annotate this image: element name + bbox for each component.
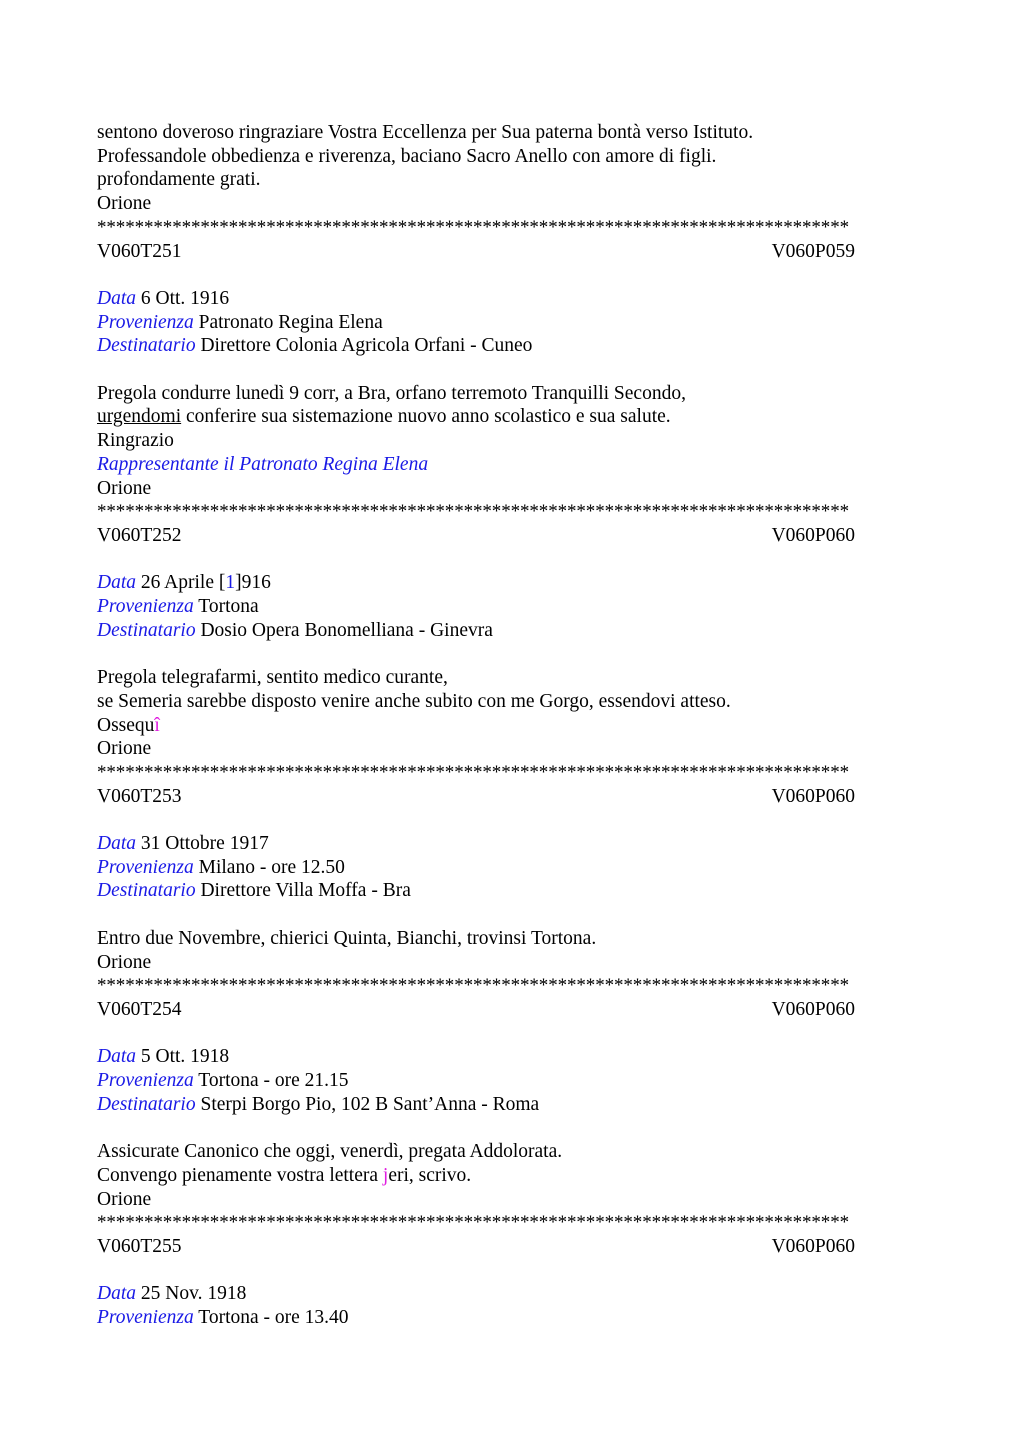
- value-provenienza: Milano - ore 12.50: [198, 856, 345, 878]
- field-data: [97, 832, 927, 856]
- intro-line: Professandole obbedienza e riverenza, baciano Sacro Anello con amore di figli.: [97, 145, 717, 167]
- label-destinatario: Destinatario: [97, 335, 196, 357]
- separator: ********************************************************************************: [97, 501, 850, 523]
- entry-code: V060T251: [97, 240, 182, 262]
- value-data-post: ]916: [235, 572, 271, 594]
- field-provenienza: [97, 311, 927, 335]
- separator: ********************************************************************************: [97, 1212, 850, 1234]
- value-data-restored: 1: [225, 572, 236, 594]
- signature: Orione: [97, 193, 152, 215]
- field-data: [97, 287, 927, 311]
- body-line: [97, 714, 927, 738]
- role-line: Rappresentante il Patronato Regina Elena: [97, 453, 429, 475]
- value-data: 6 Ott. 1916: [140, 287, 230, 309]
- entry-header: [97, 524, 855, 548]
- label-provenienza: Provenienza: [97, 596, 194, 618]
- label-provenienza: Provenienza: [97, 1070, 194, 1092]
- label-provenienza: Provenienza: [97, 1307, 194, 1329]
- body-text: eri, scrivo.: [388, 1164, 472, 1186]
- entry-header: [97, 240, 855, 264]
- value-provenienza: Tortona - ore 13.40: [198, 1307, 349, 1329]
- value-data: 25 Nov. 1918: [140, 1283, 247, 1305]
- separator: ********************************************************************************: [97, 216, 850, 238]
- label-data: Data: [97, 1046, 136, 1068]
- label-provenienza: Provenienza: [97, 856, 194, 878]
- field-destinatario: [97, 1093, 927, 1117]
- entry-page: V060P060: [771, 998, 855, 1020]
- separator: ********************************************************************************: [97, 975, 850, 997]
- field-data: [97, 571, 927, 595]
- body-line: Ringrazio: [97, 430, 174, 452]
- body-line: [97, 405, 927, 429]
- underlined-word: urgendomi: [97, 406, 182, 428]
- label-data: Data: [97, 287, 136, 309]
- body-line: [97, 1164, 927, 1188]
- value-provenienza: Patronato Regina Elena: [198, 311, 383, 333]
- label-destinatario: Destinatario: [97, 619, 196, 641]
- field-provenienza: [97, 1069, 927, 1093]
- label-provenienza: Provenienza: [97, 311, 194, 333]
- field-destinatario: [97, 334, 927, 358]
- body-text: Ossequ: [97, 714, 155, 736]
- label-data: Data: [97, 1283, 136, 1305]
- label-data: Data: [97, 833, 136, 855]
- field-provenienza: [97, 1306, 927, 1330]
- value-data: 5 Ott. 1918: [140, 1046, 230, 1068]
- value-destinatario: Direttore Colonia Agricola Orfani - Cuneo: [200, 335, 533, 357]
- marked-char: î: [154, 714, 160, 736]
- body-line: Entro due Novembre, chierici Quinta, Bianchi, trovinsi Tortona.: [97, 927, 597, 949]
- value-provenienza: Tortona: [198, 596, 259, 618]
- field-provenienza: [97, 856, 927, 880]
- entry-header: [97, 998, 855, 1022]
- entry-page: V060P060: [771, 785, 855, 807]
- value-destinatario: Sterpi Borgo Pio, 102 B Sant’Anna - Roma: [200, 1093, 540, 1115]
- value-provenienza: Tortona - ore 21.15: [198, 1070, 349, 1092]
- label-data: Data: [97, 572, 136, 594]
- entry-header: [97, 1235, 855, 1259]
- value-data-pre: 26 Aprile [: [140, 572, 226, 594]
- body-line: Pregola telegrafarmi, sentito medico curante,: [97, 667, 448, 689]
- value-destinatario: Direttore Villa Moffa - Bra: [200, 880, 411, 902]
- intro-line: profondamente grati.: [97, 169, 261, 191]
- signature: Orione: [97, 1188, 152, 1210]
- entry-code: V060T255: [97, 1235, 182, 1257]
- field-data: [97, 1282, 927, 1306]
- label-destinatario: Destinatario: [97, 1093, 196, 1115]
- entry-page: V060P060: [771, 1235, 855, 1257]
- document-page: [97, 121, 927, 1330]
- marked-char: j: [382, 1164, 389, 1186]
- signature: Orione: [97, 951, 152, 973]
- entry-header: [97, 785, 855, 809]
- entry-page: V060P059: [771, 240, 855, 262]
- signature: Orione: [97, 738, 152, 760]
- body-line: Pregola condurre lunedì 9 corr, a Bra, orfano terremoto Tranquilli Secondo,: [97, 382, 686, 404]
- signature: Orione: [97, 477, 152, 499]
- label-destinatario: Destinatario: [97, 880, 196, 902]
- entry-code: V060T253: [97, 785, 182, 807]
- separator: ********************************************************************************: [97, 761, 850, 783]
- field-provenienza: [97, 595, 927, 619]
- value-data: 31 Ottobre 1917: [140, 833, 269, 855]
- entry-code: V060T252: [97, 524, 182, 546]
- entry-code: V060T254: [97, 998, 182, 1020]
- body-line: Assicurate Canonico che oggi, venerdì, pregata Addolorata.: [97, 1141, 563, 1163]
- value-destinatario: Dosio Opera Bonomelliana - Ginevra: [200, 619, 493, 641]
- body-line: se Semeria sarebbe disposto venire anche subito con me Gorgo, essendovi atteso.: [97, 690, 731, 712]
- field-destinatario: [97, 879, 927, 903]
- body-text: Convengo pienamente vostra lettera: [97, 1164, 383, 1186]
- body-text: conferire sua sistemazione nuovo anno scolastico e sua salute.: [181, 406, 671, 428]
- field-destinatario: [97, 619, 927, 643]
- field-data: [97, 1045, 927, 1069]
- intro-line: sentono doveroso ringraziare Vostra Eccellenza per Sua paterna bontà verso Istituto.: [97, 122, 754, 143]
- entry-page: V060P060: [771, 524, 855, 546]
